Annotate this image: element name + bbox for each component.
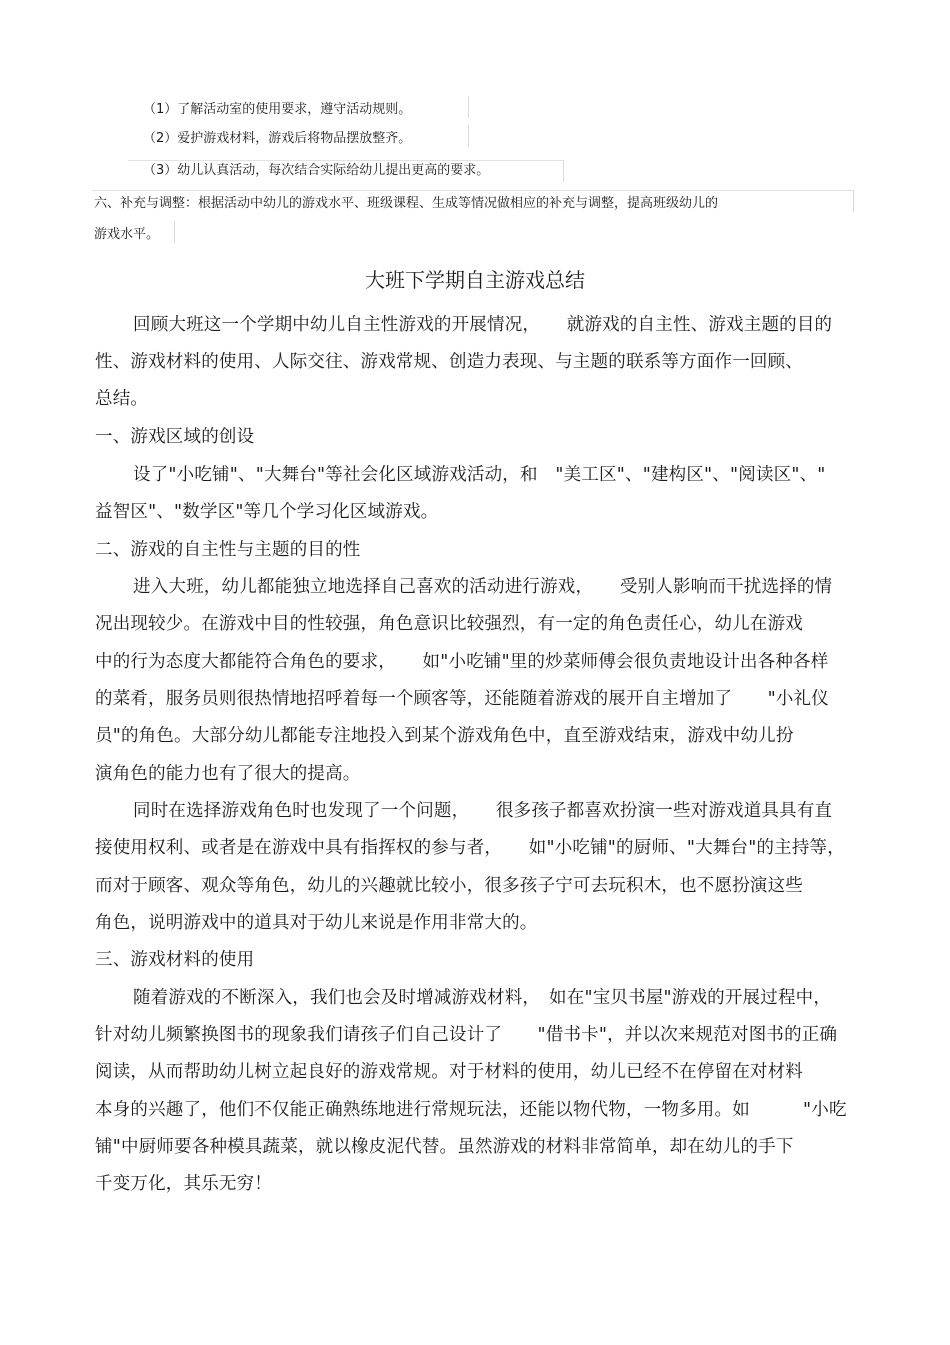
table-rule — [468, 125, 469, 147]
section3-line: 随着游戏的不断深入，我们也会及时增减游戏材料， 如在"宝贝书屋"游戏的开展过程中， — [133, 988, 832, 1008]
section2-para2-line: 而对于顾客、观众等角色，幼儿的兴趣就比较小，很多孩子宁可去玩积木，也不愿扮演这些 — [95, 876, 803, 896]
section-heading-1: 一、游戏区域的创设 — [95, 427, 255, 447]
list-item-3: （3）幼儿认真活动，每次结合实际给幼儿提出更高的要求。 — [143, 163, 490, 178]
section2-para2-line: 同时在选择游戏角色时也发现了一个问题， 很多孩子都喜欢扮演一些对游戏道具具有直 — [133, 801, 833, 821]
section2-para2-line: 角色，说明游戏中的道具对于幼儿来说是作用非常大的。 — [95, 913, 538, 933]
section-heading-3: 三、游戏材料的使用 — [95, 950, 255, 970]
section2-para2-line: 接使用权利、或者是在游戏中具有指挥权的参与者， 如"小吃铺"的厨师、"大舞台"的主持等， — [95, 838, 845, 858]
section2-para1-line: 进入大班，幼儿都能独立地选择自己喜欢的活动进行游戏， 受别人影响而干扰选择的情 — [133, 577, 833, 597]
intro-line: 总结。 — [95, 389, 149, 409]
list-item-1: （1）了解活动室的使用要求，遵守活动规则。 — [143, 102, 412, 117]
supplement-line-2: 游戏水平。 — [94, 227, 160, 242]
section3-line: 千变万化，其乐无穷！ — [95, 1174, 272, 1194]
section-heading-2: 二、游戏的自主性与主题的目的性 — [95, 540, 361, 560]
table-rule — [92, 190, 854, 191]
section1-line: 设了"小吃铺"、"大舞台"等社会化区域游戏活动，和 "美工区"、"建构区"、"阅读区"、" — [133, 465, 826, 485]
intro-line: 性、游戏材料的使用、人际交往、游戏常规、创造力表现、与主题的联系等方面作一回顾、 — [95, 352, 803, 372]
section3-line: 本身的兴趣了，他们不仅能正确熟练地进行常规玩法，还能以物代物，一物多用。如 "小吃 — [95, 1100, 847, 1120]
section2-para1-line: 的菜肴，服务员则很热情地招呼着每一个顾客等，还能随着游戏的展开自主增加了 "小礼仪 — [95, 689, 829, 709]
table-rule — [563, 160, 564, 182]
section3-line: 铺"中厨师要各种模具蔬菜，就以橡皮泥代替。虽然游戏的材料非常简单，却在幼儿的手下 — [95, 1137, 794, 1157]
section2-para1-line: 员"的角色。大部分幼儿都能专注地投入到某个游戏角色中，直至游戏结束，游戏中幼儿扮 — [95, 726, 794, 746]
page-title: 大班下学期自主游戏总结 — [365, 268, 585, 292]
table-rule — [468, 96, 469, 118]
section2-para1-line: 演角色的能力也有了很大的提高。 — [95, 764, 361, 784]
section3-line: 阅读，从而帮助幼儿树立起良好的游戏常规。对于材料的使用，幼儿已经不在停留在对材料 — [95, 1062, 803, 1082]
list-item-2: （2）爱护游戏材料，游戏后将物品摆放整齐。 — [143, 131, 412, 146]
section2-para1-line: 中的行为态度大都能符合角色的要求， 如"小吃铺"里的炒菜师傅会很负责地设计出各种各样 — [95, 652, 829, 672]
section1-line: 益智区"、"数学区"等几个学习化区域游戏。 — [95, 502, 439, 522]
supplement-line-1: 六、补充与调整：根据活动中幼儿的游戏水平、班级课程、生成等情况做相应的补充与调整，提高班级幼儿的 — [94, 196, 719, 211]
table-rule — [174, 221, 175, 243]
table-rule — [853, 190, 854, 212]
section3-line: 针对幼儿频繁换图书的现象我们请孩子们自己设计了 "借书卡"，并以次来规范对图书的正确 — [95, 1025, 838, 1045]
intro-line: 回顾大班这一个学期中幼儿自主性游戏的开展情况， 就游戏的自主性、游戏主题的目的 — [133, 315, 833, 335]
section2-para1-line: 况出现较少。在游戏中目的性较强，角色意识比较强烈，有一定的角色责任心，幼儿在游戏 — [95, 614, 803, 634]
